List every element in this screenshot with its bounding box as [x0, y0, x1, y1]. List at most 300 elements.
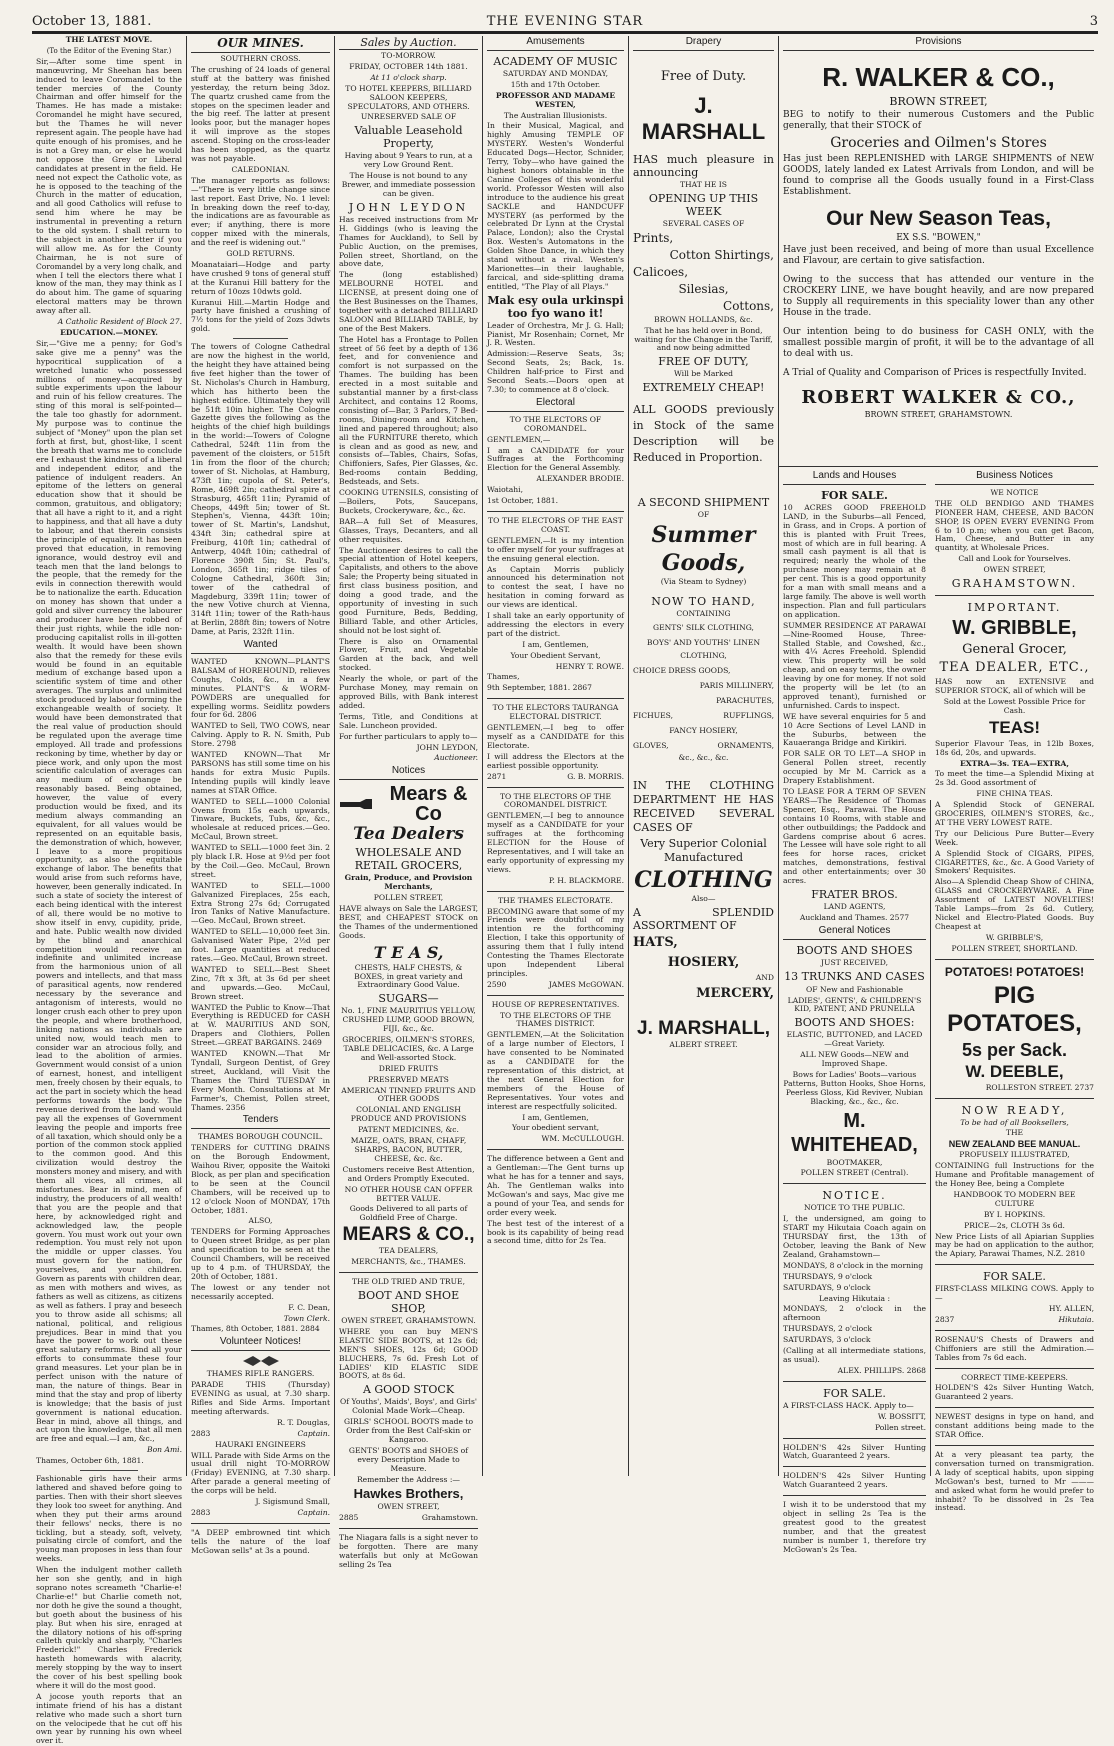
ad-heading: Valuable Leasehold Property,	[354, 124, 463, 151]
ad-heading: PIG POTATOES,	[947, 981, 1082, 1037]
ad-text: THURSDAYS, 2 o'clock	[783, 1324, 873, 1334]
ad-heading: W. GRIBBLE,	[952, 617, 1077, 640]
ad-text: BOYS' AND YOUTHS' LINEN CLOTHING,	[646, 637, 761, 660]
ad-heading: CORRECT TIME-KEEPERS.	[961, 1372, 1068, 1382]
dateline: Thames, October 6th, 1881.	[36, 1456, 144, 1466]
ad-text: TENDERS for CUTTING DRAINS on the Borough Endowment, Waihou River, opposite the Waitoki Block, as per plan and specification to be seen at the Council Chambers, will be received up to 12 o'clock Noon of MONDAY, 17th October, 1881.	[191, 1143, 330, 1215]
ad-heading: ACADEMY OF MUSIC	[493, 54, 618, 68]
ad-text: PATENT MEDICINES, &c.	[358, 1125, 459, 1135]
ad-number: 2883	[191, 1507, 211, 1517]
ad-text: SUMMER RESIDENCE AT PARAWAI—Nine-Roomed House, Three-Stalled Stable, and Cowshed, &c., with 4¼ Acres Freehold. Splendid view. This property will be sold cheap, and on easy terms, the owner leaving by one for money. If not sold the property will be let (to an approved tenant), furnished or unfurnished. Cards to inspect.	[783, 620, 926, 710]
ad-text: PRICE—2s, CLOTH 3s 6d.	[964, 1220, 1065, 1230]
ad-heading: J. MARSHALL	[641, 92, 766, 144]
ad-heading: FOR SALE.	[823, 1386, 886, 1400]
ad-text: BROWN STREET,	[889, 94, 988, 108]
ad-text: New Price Lists of all Apiarian Supplies may be had on application to the author, the Apiary, Parawai Thames, N.Z. 2810	[935, 1231, 1094, 1259]
ad-text: NOW TO HAND,	[651, 595, 756, 609]
ad-text: RUFFLINGS,	[723, 710, 774, 720]
ad-text: HANDBOOK TO MODERN BEE CULTURE	[953, 1189, 1076, 1208]
masthead	[32, 14, 1098, 30]
ad-text: Grain, Produce, and Provision Merchants,	[344, 873, 473, 892]
ad-heading: NOW READY,	[961, 1103, 1068, 1117]
classified-ad: WANTED to SELL—1000 feet 3in. 2 ply black I.R. Hose at 9½d per foot by the Coil.—Geo. McCaul, Brown street.	[191, 843, 330, 879]
ad-text: W. GRIBBLE'S,	[985, 932, 1044, 942]
ad-text: THAT HE IS	[679, 179, 728, 189]
ad-text: CHOICE DRESS GOODS,	[633, 665, 731, 675]
ad-text: Auckland and Thames. 2577	[799, 912, 910, 922]
ad-heading: R. WALKER & CO.,	[822, 61, 1055, 92]
ad-text: HAS now an EXTENSIVE and SUPERIOR STOCK, all of which will be	[935, 677, 1094, 695]
ad-heading: Free of Duty.	[660, 68, 747, 84]
signature: Town Clerk.	[283, 1313, 330, 1323]
ad-text: SATURDAYS, 3 o'clock	[783, 1335, 871, 1345]
ad-text: Try our Delicious Pure Butter—Every Week.	[935, 828, 1094, 847]
ad-text: HOLDEN'S 42s Silver Hunting Watch, Guaranteed 2 years.	[935, 1383, 1094, 1402]
headline: EDUCATION.—MONEY.	[60, 328, 158, 337]
ad-number: 2871	[487, 771, 507, 781]
ad-text: 15th and 17th October.	[510, 79, 601, 89]
ad-text: The lowest or any tender not necessarily accepted.	[191, 1282, 330, 1301]
article-text: The best test of the interest of a book is its capability of being read a second time, ditto for 2s Tea.	[487, 1218, 624, 1246]
ad-text: OWEN STREET, GRAHAMSTOWN.	[341, 1315, 476, 1325]
column-business	[931, 470, 1098, 1513]
ad-text: PARIS MILLINERY,	[699, 680, 774, 690]
classified-ad: WANTED KNOWN.—That Mr Tyndall, Surgeon Dentist, of Grey street, Auckland, will Visit the Thames the Third TUESDAY in Every Month. Consultations at Mr Farmer's, Chemist, Pollen street, Thames. 2356	[191, 1049, 330, 1112]
ad-text: COLONIAL AND ENGLISH PRODUCE AND PROVISIONS	[350, 1105, 467, 1124]
divider	[783, 1466, 926, 1467]
ad-text: I will address the Electors at the earliest possible opportunity.	[487, 751, 624, 770]
subheading: THAMES RIFLE RANGERS.	[206, 1369, 315, 1379]
subheading: TO THE ELECTORS OF THE THAMES DISTRICT.	[499, 1010, 612, 1029]
ad-text: Customers receive Best Attention, and Orders Promptly Executed.	[342, 1164, 475, 1183]
ad-text: Nearly the whole, or part of the Purchase Money, may remain on approved Bills, with Bank interest added.	[339, 674, 478, 710]
pointing-hand-icon	[339, 797, 375, 811]
ad-text: CONTAINING full Instructions for the Humane and Profitable management of the Honey Bee, being a Complete	[935, 1161, 1094, 1188]
ad-text: There is also on Ornamental Flower, Fruit, and Vegetable Garden at the back, and well stocked.	[339, 636, 478, 673]
ad-text: MONDAYS, 8 o'clock in the morning	[783, 1260, 924, 1270]
divider	[935, 1445, 1094, 1446]
ad-heading: FOR SALE.	[983, 1270, 1046, 1284]
ad-heading: A GOOD STOCK	[362, 1383, 455, 1397]
ad-heading: TEA DEALER, ETC.,	[939, 660, 1090, 676]
section-heading: General Notices	[783, 925, 926, 940]
ad-text: I, the undersigned, am going to START my Hikutaia Coach again on THURSDAY first, the 13th of October, leaving the Bank of New Zealand, Grahamstown—	[783, 1214, 926, 1259]
ad-text: GENTLEMEN,—At the Solicitation of a large number of Electors, I have consented to be Nominated as a CANDIDATE for the representation of this district, at the next General Election for members of the House of Representatives. Your votes and interest are respectfully solicited.	[487, 1030, 624, 1111]
ad-text: WE have several enquiries for 5 and 10 Acre Sections of Level LAND in the Suburbs, between the Kauaeranga Bridge and Kirikiri.	[783, 711, 926, 748]
ad-text: POLLEN STREET (Central).	[800, 1168, 909, 1178]
ad-text: Also—	[691, 893, 716, 903]
ad-text: OPENING UP THIS WEEK	[648, 191, 759, 218]
ad-heading: CLOTHING	[634, 866, 773, 893]
ad-text: BECOMING aware that some of my Friends were doubtful of my intention re the forthcoming Election, I take this opportunity of assuring them that I fully intend Contesting the Thames Electorate upon Independent Liberal principles.	[487, 906, 624, 978]
ad-heading: FRATER BROS.	[811, 887, 898, 901]
signature: Auctioneer.	[434, 753, 478, 763]
ad-text: Remember the Address :—	[356, 1474, 461, 1484]
ad-text: A Splendid Stock of GENERAL GROCERIES, OILMEN'S STORES, &c., AT THE VERY LOWEST RATE.	[935, 800, 1094, 827]
ad-text: CHESTS, HALF CHESTS, & BOXES, in great variety and Extraordinary Good Value.	[354, 962, 463, 990]
ad-text: BROWN HOLLANDS, &c.	[654, 314, 753, 324]
subheading: TO HOTEL KEEPERS, BILLIARD SALOON KEEPERS, SPECULATORS, AND OTHERS.	[345, 83, 472, 111]
ad-text: LAND AGENTS,	[823, 901, 886, 911]
ad-text: Prints,	[633, 230, 674, 245]
ad-text: THURSDAYS, 9 o'clock	[783, 1271, 873, 1281]
section-heading: Tenders	[191, 1114, 330, 1129]
ad-text: ORNAMENTS,	[717, 740, 774, 750]
ad-text: Calicoes,	[633, 264, 689, 279]
article-text: The crushing of 24 loads of general stuff at the battery was finished yesterday, the return being 3doz. The quartz crushed came from the stopes on the specimen leader and the big reef. The latter at present looks poor, but the manager hopes it will improve as the stopes ascend. Stoping on the cross-leader has been stopped, as the quartz was not payable.	[191, 64, 330, 163]
ad-text: JUST RECEIVED,	[821, 957, 888, 967]
section-heading: Amusements	[487, 36, 624, 51]
ad-text: POLLEN STREET,	[373, 893, 444, 903]
subheading: TO THE ELECTORS TAURANGA ELECTORAL DISTRICT.	[492, 703, 619, 722]
article-text: The difference between a Gent and a Gentleman:—The Gent turns up what he has for a tenner and says, Ah. The Gentleman walks into McGowan's and says, Mac give me a pound of your Tea, and sends for order every week.	[487, 1154, 624, 1217]
ad-text: Has received instructions from Mr H. Giddings (who is leaving the Thames for Auckland), to Sell by Public Auction, on the premises, Pollen street, Shortland, on the above date,	[339, 214, 478, 269]
article-text: The towers of Cologne Cathedral are now the highest in the world, the height they have attained being five feet higher than the tower of St. Nicholas's Church in Hamburg, which has hitherto been the highest edifice. Ultimately they will be 51ft 10in higher. The Cologne Gazette gives the following as the heights of the chief high buildings in the world:—Towers of Cologne Cathedral, 524ft 11in from the pavement of the cloisters, or 515ft 1in from the floor of the church; tower of St. Nicholas, at Hamburg, 473ft 1in; cupola of St. Peter's, Rome, 469ft 2in; cathedral spire at Strasburg, 465ft 11in; Pyramid of Cheops, 449ft 5in; tower of St. Stephen's, Vienna, 443ft 10in; tower of St. Martin's, Landshut, 434ft 3in; cathedral spire at Freiburg, 410ft 1in; cathedral of Antwerp, 404ft 10in; cathedral of Florence 390ft 5in; St. Paul's, London, 365ft 1in; ridge tiles of Cologne Cathedral, 360ft 3in; tower of the cathedral of Magdeburg, 339ft 11in; tower of the new Votive church at Vienna, 314ft 11in; tower of the Rath-haus at Berlin, 288ft 8in; towers of Notre Dame, at Paris, 232ft 11in.	[191, 342, 330, 637]
ad-text: Owing to the success that has attended our venture in the CROCKERY LINE, we have bought heavily, and are now prepared to Supply all requirements in this speciality lower than any other House in the trade.	[783, 274, 1094, 318]
ad-text: Will be Marked	[673, 369, 734, 379]
ad-text: BROWN STREET, GRAHAMSTOWN.	[864, 409, 1013, 419]
ad-heading: J. MARSHALL,	[637, 1017, 770, 1039]
ad-text: A Trial of Quality and Comparison of Prices is respectfully Invited.	[783, 367, 1087, 378]
ad-text: I shall take an early opportunity of addressing the electors in every part of the district.	[487, 611, 624, 638]
ad-text: Sold at the Lowest Possible Price for Cash.	[943, 696, 1086, 715]
issue-date: October 13, 1881.	[32, 14, 152, 29]
subheading: UNRESERVED SALE OF	[360, 112, 457, 122]
ad-text: In their Musical, Magical, and highly Amusing TEMPLE OF MYSTERY. Westen's Wonderful Educated Dogs—Hector, Schnider, Terry, Toby—who have gained the highest honors obtainable in the Canine Colleges of this wonderful world. Professor Westen will also introduce to the audience his great SACKLE and HANDCUFF MYSTERY (as performed by the celebrated Dr Lynn at the Crystal Palace, London); also the Crystal Box. Westen's Automatons in the Golden Shoe Dance, in which they stand without a rival. Westen's Marionettes—in their laughable, farcical, and side-splitting drama entitled, "The Play of all Plays."	[487, 121, 624, 291]
ad-heading: SUGARS—	[378, 992, 439, 1006]
dateline: Thames,	[487, 672, 520, 682]
signature: JAMES McGOWAN.	[548, 979, 624, 989]
classified-ad: WANTED to SELL—Best Sheet Zinc, 7ft x 3ft, at 3s 6d per sheet and upwards.—Geo. McCaul, Brown street.	[191, 964, 330, 1001]
divider	[783, 1495, 926, 1496]
ad-text: THE	[1005, 1128, 1024, 1138]
ad-text: POLLEN STREET, SHORTLAND.	[951, 943, 1078, 953]
ad-text: MERCHANTS, &c., THAMES.	[351, 1257, 466, 1267]
ad-text: A SPLENDID ASSORTMENT OF	[633, 905, 774, 932]
divider	[935, 595, 1094, 596]
ad-text: ROLLESTON STREET. 2737	[985, 1082, 1094, 1092]
divider	[783, 1381, 926, 1382]
ad-heading: BOOTS AND SHOES	[796, 943, 913, 957]
signature: Captain.	[297, 1507, 330, 1517]
ad-number: 2883	[191, 1428, 211, 1438]
section-heading: Drapery	[633, 36, 774, 51]
ad-heading: W. DEEBLE,	[965, 1061, 1064, 1081]
newspaper-title: THE EVENING STAR	[486, 14, 644, 29]
ad-text: TENDERS for Forming Approaches to Queen street Bridge, as per plan and specification to be seen at the Council Chambers, will be received up to 4 p.m. of THURSDAY, the 20th of October, 1881.	[191, 1227, 330, 1281]
ad-text: SATURDAY AND MONDAY,	[502, 68, 609, 78]
ad-heading: 13 TRUNKS AND CASES	[784, 969, 925, 983]
ad-heading: Hawkes Brothers,	[353, 1486, 464, 1502]
section-provisions	[779, 36, 1098, 466]
ad-text: The (long established) MELBOURNE HOTEL and LICENSE, at present doing one of the Best Businesses on the Thames, together with a detached BILLIARD SALOON and BILLIARD TABLE, by one of the Best Makers.	[339, 270, 478, 333]
ad-text: Grahamstown.	[421, 1513, 478, 1523]
article-text: Fashionable girls have their arms lathered and shaved before going to parties. Then with their short sleeves they look too sweet for anything. And when they put their arms around their fellows' necks, there is no tickling, but a steady, soft, velvety, pulsating circle of comfort, and the young man proposes in less than four weeks.	[36, 1474, 182, 1564]
ad-text: EX S.S. "BOWEN,"	[896, 232, 981, 243]
ad-text: A Splendid Stock of CIGARS, PIPES, CIGARETTES, &c., &c. A Good Variety of Smokers' Requisites.	[935, 848, 1094, 876]
classified-ad: WANTED KNOWN—That Mr PARSONS has still some time on his hands for extra Music Pupils. Intending pupils will kindly leave names at STAR Office.	[191, 750, 330, 795]
ad-number: 2590	[487, 979, 507, 989]
dateline: Waiotahi,	[487, 485, 523, 495]
signature: HENRY T. ROWE.	[555, 661, 624, 671]
ad-heading: MEARS & CO.,	[342, 1224, 475, 1246]
ad-text: GENTLEMEN,—	[487, 434, 551, 444]
ad-text: Have just been received, and being of more than usual Excellence and Flavour, are certain to give satisfaction.	[783, 244, 1094, 266]
ad-text: EXTRA—3s. TEA—EXTRA,	[959, 758, 1070, 768]
ad-text: To be had of all Booksellers,	[960, 1117, 1069, 1127]
section-heading: Sales by Auction.	[339, 36, 478, 50]
ad-heading: POTATOES! POTATOES!	[944, 964, 1085, 979]
subheading: SOUTHERN CROSS.	[220, 54, 301, 63]
ad-text: SEVERAL CASES OF	[662, 218, 745, 228]
ad-text: Cottons,	[723, 298, 774, 313]
byline: (To the Editor of the Evening Star.)	[46, 46, 172, 55]
classified-ad: WANTED the Public to Know—That Everything is REDUCED for CASH at W. MAURITIUS AND SON, Drapers and Clothiers, Pollen Street.—GREAT BARGAINS. 2469	[191, 1002, 330, 1048]
ad-text: ALBERT STREET.	[669, 1039, 738, 1049]
ad-text: GIRLS' SCHOOL BOOTS made to Order from the Best Calf-skin or Kangaroo.	[343, 1417, 474, 1444]
ad-text: EXTREMELY CHEAP!	[642, 381, 765, 395]
column-lands-general	[779, 470, 930, 1554]
subheading: THAMES BOROUGH COUNCIL.	[198, 1132, 323, 1142]
ad-text: Admission:—Reserve Seats, 3s; Second Seats, 2s; Back, 1s. Children half-price to First and Second Seats.—Doors open at 7.30; to commence at 8 o'clock.	[487, 349, 624, 394]
signature: HY. ALLEN,	[1048, 1304, 1094, 1314]
classified-ad: WANTED to SELL—10,000 feet 3in. Galvanised Water Pipe, 2½d per foot. Large quantities at reduced rates.—Geo. McCaul, Brown street.	[191, 927, 330, 963]
column-electoral	[483, 36, 628, 1476]
ad-text: BAR—A full Set of Measures, Glasses, Trays, Decanters, and all other requisites.	[339, 516, 478, 544]
ad-text: The Hotel has a Frontage to Pollen street of 56 feet by a depth of 136 feet, and for convenience and comfort is not surpassed on the Thames. The building has been erected in a most suitable and substantial manner by a first-class Architect, and contains 12 Rooms, consisting of—Bar, 3 Parlors, 7 Bed-rooms, Dining-room and Kitchen, lined and papered throughout; also all the FURNITURE thereto, which is clean and as good as new, and consists of—Tables, Chairs, Sofas, Chiffoniers, Safes, Pier Glasses, &c. Bed-rooms contain Bedding, Bedsteads, and Sets.	[339, 334, 478, 487]
ad-text: AND	[755, 972, 774, 982]
signature: F. C. Dean,	[288, 1302, 330, 1312]
signature: G. B. MORRIS.	[567, 771, 624, 781]
ad-text: FOR SALE OR TO LET—A SHOP in General Pollen street, recently occupied by Mr M. Carrick as a Drapery Establishment.	[783, 749, 926, 786]
ad-heading: ROBERT WALKER & CO.,	[801, 386, 1076, 408]
divider	[935, 959, 1094, 960]
ad-text: Has just been REPLENISHED with LARGE SHIPMENTS of NEW GOODS, lately landed ex Latest Arrivals from London, and will be found to comprise all the Goods usually found in a First-Class Establishment.	[783, 153, 1094, 197]
ad-heading: JOHN LEYDON	[348, 200, 469, 214]
ad-text: WE NOTICE	[990, 487, 1039, 497]
subheading: TO THE ELECTORS OF THE EAST COAST.	[488, 515, 623, 534]
ad-text: FICHUES,	[633, 710, 673, 720]
article-text: The Niagara falls is a sight never to be forgotten. There are many waterfalls but only at McGowan selling 2s Tea	[339, 1533, 478, 1569]
ad-text: FIRST-CLASS MILKING COWS. Apply to—	[935, 1284, 1094, 1303]
divider	[487, 1149, 624, 1150]
divider	[487, 787, 624, 788]
ad-text: MERCERY,	[696, 985, 774, 1001]
ad-text: FREE OF DUTY,	[658, 355, 749, 369]
section-heading: Wanted	[191, 639, 330, 654]
ad-heading: Groceries and Oilmen's Stores	[830, 134, 1047, 151]
ad-text: THE OLD TRIED AND TRUE,	[351, 1277, 465, 1287]
subheading: FRIDAY, OCTOBER 14th 1881.	[349, 61, 468, 71]
column-letters	[32, 35, 186, 1746]
ad-text: GENTLEMEN,—I beg to announce myself as a CANDIDATE for your suffrages at the forthcoming ELECTION for the House of Representatives, and I will take an early opportunity of expressing my views.	[487, 811, 624, 874]
ad-text: GENTS' SILK CLOTHING,	[653, 622, 754, 632]
ad-text: PARACHUTES,	[716, 695, 774, 705]
ad-text: (Calling at all intermediate stations, as usual).	[783, 1346, 926, 1364]
ad-heading: NEW ZEALAND BEE MANUAL.	[948, 1139, 1081, 1150]
classified-ad: WANTED to Sell, TWO COWS, near Calving. Apply to R. N. Smith, Pub Store. 2798	[191, 721, 330, 749]
divider	[935, 1368, 1094, 1369]
article-text: A jocose youth reports that an intimate friend of his has a distant relative who made such a short turn on the velocipede that he cut off his own year by running his own wheel over it.	[36, 1691, 182, 1746]
ad-text: ALSO,	[248, 1216, 273, 1226]
ad-text: AMERICAN TINNED FRUITS AND OTHER GOODS	[341, 1085, 476, 1104]
ad-heading: IMPORTANT.	[967, 601, 1062, 615]
ad-text: HOLDEN'S 42s Silver Hunting Watch, Guaranteed 2 years.	[783, 1442, 926, 1461]
ad-text: PARADE THIS (Thursday) EVENING as usual, at 7.30 sharp. Rifles and Side Arms. Important meeting afterwards.	[191, 1380, 330, 1416]
subheading: TO THE ELECTORS OF THE COROMANDEL DISTRICT.	[499, 791, 612, 810]
ad-text: GLOVES,	[633, 740, 669, 750]
column-auction	[335, 36, 482, 1569]
ad-text: Goods Delivered to all parts of Goldfield Free of Charge.	[349, 1204, 468, 1223]
dateline: 1st October, 1881.	[487, 496, 559, 506]
article-text: Sir,—After some time spent in manœuvring, Mr Sheehan has been induced to leave Coromandel to the tender mercies of the County Chairman and offer himself for the Thames. He has made a mistake: Coromandel he might have secured, but the Thames he will never represent again. The people have had quite enough of his promises, and he is not a Grey man, or else he would not oppose the Grey or Liberal candidates at present in the field. He need not expect the Catholic vote, as he is opposed to the teaching of the Church in the matter of education, and all good Catholics will refuse to send him where he may be instrumental in preventing a return to the old system. I shall return to the subject in another letter if you will allow me. As for the County Chairman, he is not sure of Coromandel by a very long chalk, and when I tell the electors there what I know of the man, they may think as I do about him. The game of squaring electoral matters may be thrown away after all.	[36, 56, 182, 316]
divider	[935, 1098, 1094, 1099]
divider	[487, 511, 624, 512]
article-text: Kuranui Hill.—Martin Hodge and party have finished a crushing of 7½ tons for the yield of 2ozs 3dwts gold.	[191, 297, 330, 334]
divider	[339, 1272, 478, 1273]
ad-text: HAS much pleasure in announcing	[633, 152, 774, 179]
ad-heading: Mak esy oula urkinspi too fyo wano it!	[487, 293, 624, 320]
ad-text: That he has held over in Bond, waiting for the Change in the Tariff, and now being admitted	[634, 325, 773, 353]
section-heading: Lands and Houses	[783, 470, 926, 485]
article-text: Sir,—"Give me a penny; for God's sake give me a penny" was the hypocritical supplication of a wretched lunatic who possessed millions of money—acquired by subtle experiments upon the labour and ruin of his fellow creatures. The sting of this moral is self-pointed—the tale too ghastly for adornment. My purpose was to continue the subject of "Money" upon the plan set forth at first, but, ghost-like, I scent the breath that warns me to conclude ere I exhaust the kindness of a liberal and independent editor, and the patience of indulgent readers. An epitome of the letters on general education show that it should be common, gratuitous, and obligatory; that all have a right to it, and a right to happiness, and that all have a duty to labour, and that therein consists the principle of equality. It has been proved that education, in removing ignorance, would destroy evil and teach men that the land belongs to the people, that the remedy for the evils in connection therewith would be to nationalize the earth. Education on money has shown that under a gold and silver currency the labourer and producer have been robbed of their just rights, while the idle non-producing capitalist rolls in ill-gotten wealth. It would have been shown also that the remedy for these evils would be found in an equitable medium of exchange based upon a scientific system of time and other averages. The surplus and unlimited stock produced by labour forming the exchangeable wealth of society. It would have been demonstrated that the real value of production should be regulated upon the average time employed. All trade and professions reckoning by time, whether by day or piece work, and only upon the most scientific calculation of averages can any medium of exchange be reasonably based. Being obtained, however, the value of every production would be fixed, and its medium always commanding an equivalent, for all values would be represented on an equitable basis, the demonstration of which, however, I leave to a more propitious opportunity, as also the equitable exchange of labor. The benefits that would arise from such reforms have, however, been generally indicated. In such a state of society the interest of each being identical with the interest of all, there would be no motive to show itself in envy, cupidity, pride, and hate. Public wealth now divided by the blind and anarchical competition would receive an indefinite and unlimited increase from the harmonious union of all powers and intellects, and that mass of parasitical agents, now rendered necessary by the severance and antagonism of interests, would no longer crush each other to prey upon the people, and where brotherhood, linking nations as individuals are united now, would teach men to consider war an atrocious folly, and lead to the abolition of armies. Government would consist of a union of earnest, honest, and intelligent men, freely chosen by their equals, to act the part in society which the head performs towards the body. The revenue derived from the land would pay all the expenses of Government leaving the people and imports free of all taxation, which should only be a portion of the common stock applied to the common good. And this civilization would destroy the monsters money and misery, and with them all vices, all crimes, all misfortunes. Bear in mind, men of industry, the producers of all wealth! that you are the people and that here, by acknowledged right and acknowledged law, the people govern. You must work out your own redemption. You must rely not upon the middle or upper classes. You must govern for the nation, for yourselves, and your children. Govern as parents with children dear, as men with mothers and wives, as fathers as well as citizens, as citizens as well as fathers. I pray and beseech you to throw aside all schisms; all national, political, and religious prejudices. Bear in mind that you have the power to work out these great salutary reforms. Bind all your efforts to consummate these four grand measures. Let your plan be in perfect unison with the nature of man, the nature of things. Bear in mind that the stay and prop of liberty is knowledge; that the basis of just government is national education. Bear in mind, above all things, and act upon the knowledge, that all men are free and equal.—I am, &c.,	[36, 338, 182, 1444]
page-number: 3	[1089, 14, 1098, 29]
ad-text: ROSENAU'S Chests of Drawers and Chiffoniers are still the Admiration.—Tables from 7s 6d each.	[935, 1334, 1094, 1362]
ad-text: No. 1, FINE MAURITIUS YELLOW, CRUSHED LUMP, GOOD BROWN, FIJI, &c., &c.	[341, 1006, 476, 1034]
ad-text: Cotton Shirtings,	[669, 247, 774, 262]
ad-heading: BOOTS AND SHOES:	[794, 1016, 915, 1030]
dateline: Thames, 8th October, 1881. 2884	[191, 1324, 320, 1334]
ad-text: HOLDEN'S 42s Silver Hunting Watch Guaranteed 2 years.	[783, 1471, 926, 1490]
ad-text: THE OLD BENDIGO AND THAMES PIONEER HAM, CHEESE, AND BACON SHOP, IS OPEN EVERY EVENING From 6 to 10 p.m; when you can get Bacon, Ham, Cheese, and Butter in any quantity, at Wholesale Prices.	[935, 498, 1094, 553]
signature: WM. McCULLOUGH.	[541, 1134, 624, 1144]
column-drapery	[629, 36, 778, 1476]
ad-text: (Via Steam to Sydney)	[660, 577, 747, 587]
signature: JOHN LEYDON,	[416, 742, 478, 752]
ad-text: GENTS' BOOTS and SHOES of every Description Made to Measure.	[348, 1445, 469, 1473]
article-text: At a very pleasant tea party, the conversation turned on transmigration. A lady of sceptical habits, upon sipping McGowan's best, turned to Mr ——— and asked what form he would prefer to inhabit? To be dissolved in 2s Tea instead.	[935, 1450, 1094, 1513]
ad-heading: Tea Dealers	[353, 824, 464, 845]
ad-text: Terms, Title, and Conditions at Sale. Luncheon provided.	[339, 711, 478, 730]
divider	[779, 466, 1098, 467]
divider	[339, 1528, 478, 1529]
ad-text: HATS,	[633, 934, 678, 950]
ad-text: ELASTIC, BUTTONED, and LACED—Great Variety.	[786, 1030, 923, 1049]
ad-text: To meet the time—a Splendid Mixing at 2s 3d. Good assortment of	[935, 769, 1094, 788]
ad-heading: NOTICE.	[822, 1189, 887, 1203]
subheading: THE THAMES ELECTORATE.	[498, 895, 613, 905]
ad-text: Having about 9 Years to run, at a very Low Ground Rent.	[344, 151, 473, 170]
ad-text: NEWEST designs in type on hand, and constant additions being made to the STAR Office.	[935, 1412, 1094, 1440]
ad-text: OWEN STREET,	[983, 565, 1046, 575]
ad-text: LADIES', GENTS', & CHILDREN'S KID, PATENT, AND PRUNELLA	[787, 995, 922, 1014]
ad-text: GENTLEMEN,—I beg to offer myself as a CANDIDATE for this Electorate.	[487, 723, 624, 750]
headline: THE LATEST MOVE.	[65, 35, 153, 44]
ad-text: SATURDAYS, 9 o'clock	[783, 1282, 871, 1292]
ad-text: BEG to notify to their numerous Customers and the Public generally, that their STOCK of	[783, 109, 1094, 131]
ad-text: I am a CANDIDATE for your Suffrages at the Forthcoming Election for the General Assembly.	[487, 445, 624, 473]
ad-text: DRIED FRUITS	[378, 1063, 439, 1073]
ad-heading: M. WHITEHEAD,	[791, 1109, 918, 1156]
signature: Captain.	[297, 1428, 330, 1438]
classified-ad: WANTED to SELL—1000 Colonial Ovens from 15s each upwards, Tinware, Buckets, Tubs, &c, &c., wholesale at reduced prices.—Geo. McCaul, Brown street.	[191, 796, 330, 842]
ad-text: OF	[697, 510, 710, 520]
ad-text: Our intention being to do business for CASH ONLY, with the smallest possible margin of profit, it will be to the advantage of all to deal with us.	[783, 326, 1094, 359]
divider	[487, 891, 624, 892]
ad-text: BOOTMAKER,	[826, 1157, 883, 1167]
ad-text: GROCERIES, OILMEN'S STORES, TABLE DELICACIES, &c. A Large and Well-assorted Stock.	[342, 1035, 475, 1062]
ad-text: Hikutaia.	[1058, 1314, 1094, 1324]
ad-number: 2885	[339, 1513, 359, 1523]
ad-text: Very Superior Colonial Manufactured	[640, 836, 767, 864]
ad-heading: PROFESSOR AND MADAME WESTEN,	[495, 90, 616, 109]
ad-heading: 5s per Sack.	[961, 1039, 1068, 1060]
ad-text: I am, Gentlemen,	[522, 639, 589, 649]
ad-text: At 11 o'clock sharp.	[370, 72, 447, 82]
ad-heading: TEAS!	[989, 717, 1040, 737]
subheading: TO-MORROW.	[381, 51, 436, 60]
ad-text: The House is not bound to any Brewer, and immediate possession can be given.	[341, 171, 476, 198]
signature: ALEX. PHILLIPS. 2868	[837, 1365, 926, 1375]
section-heading: Notices	[339, 765, 478, 780]
section-heading: OUR MINES.	[191, 36, 330, 53]
divider	[783, 1183, 926, 1184]
ad-text: As Captain Morris publicly announced his determination not to contest the seat, I have no hesitation in coming forward as our views are identical.	[487, 564, 624, 610]
ad-text: A SECOND SHIPMENT	[637, 496, 770, 510]
ad-text: &c., &c., &c.	[678, 752, 729, 762]
subheading: CALEDONIAN.	[231, 164, 290, 174]
ad-text: NOTICE TO THE PUBLIC.	[803, 1203, 905, 1213]
ad-heading: T E A S,	[373, 942, 444, 962]
ad-text: Of Youths', Maids', Boys', and Girls' Colonial Made Work—Cheap.	[340, 1397, 477, 1416]
ad-heading: FOR SALE.	[821, 488, 888, 502]
ad-text: PROFUSELY ILLUSTRATED,	[959, 1150, 1070, 1160]
ad-text: GENTLEMEN,—It is my intention to offer myself for your suffrages at the ensuing general election.	[487, 535, 624, 563]
ad-text: WILL Parade with Side Arms on the usual drill night TO-MORROW (Friday) EVENING, at 7.30 sharp. After parade a general meeting of the corps will be held.	[191, 1450, 330, 1496]
classified-ad: WANTED to SELL—1000 Galvanized Fireplaces, 25s each, Extra Strong 27s 6d; Corrugated Iron Tanks of Native Manufacture.—Geo. McCaul, Brown street.	[191, 880, 330, 926]
ad-text: WHOLESALE AND RETAIL GROCERS,	[354, 846, 463, 873]
signature: R. T. Douglas,	[277, 1417, 330, 1427]
signature: J. Sigismund Small,	[255, 1497, 330, 1507]
ad-heading: Our New Season Teas,	[826, 206, 1051, 230]
ad-text: TO LEASE FOR A TERM OF SEVEN YEARS—The Residence of Thomas Spencer, Esq., Parawai. The House contains 10 Rooms, with stable and other outbuildings; the Paddock and Gardens comprise about 6 acres. The Lessee will have sole right to all fees for horse races, cricket matches, demonstrations, festival and other entertainments; over 30 acres.	[783, 787, 926, 886]
dateline: 9th September, 1881. 2867	[487, 683, 592, 693]
ad-text: OWEN STREET,	[377, 1502, 440, 1512]
ad-text: HOSIERY,	[667, 954, 740, 970]
ad-text: Your obedient servant,	[511, 1123, 600, 1133]
subheading: HAURAKI ENGINEERS	[215, 1439, 306, 1449]
ad-text: NO OTHER HOUSE CAN OFFER BETTER VALUE.	[344, 1184, 473, 1203]
divider	[233, 338, 289, 339]
ad-text: Your Obedient Servant,	[510, 650, 601, 660]
subheading: HOUSE OF REPRESENTATIVES.	[491, 999, 620, 1009]
column-mines	[187, 36, 334, 1555]
ad-text: For further particulars to apply to—	[339, 731, 478, 741]
ad-heading: BOOT AND SHOE SHOP,	[357, 1288, 460, 1315]
signature: A Catholic Resident of Block 27.	[57, 317, 182, 327]
ad-text: CONTAINING	[676, 609, 731, 619]
subheading: TO THE ELECTORS OF COROMANDEL.	[509, 414, 602, 433]
ad-text: OF New and Fashionable	[806, 984, 903, 994]
ad-text: Superior Flavour Teas, in 12lb Boxes, 18s 6d, 20s, and upwards.	[935, 738, 1094, 757]
ad-text: PRESERVED MEATS	[368, 1074, 449, 1084]
ad-text: The Auctioneer desires to call the special attention of Hotel keepers, Capitalists, and others to the above Sale; the Property being situated in first class business position, and doing a good trade, and the opportunity of investing in such good Furniture, Beds, Bedding, Billiard Table, and other Articles, should not be lost sight of.	[339, 545, 478, 635]
ad-text: A FIRST-CLASS HACK. Apply to—	[783, 1400, 914, 1410]
ad-text: HAVE always on Sale the LARGEST, BEST, and CHEAPEST STOCK on the Thames of the undermentioned Goods.	[339, 903, 478, 940]
ad-text: ALL GOODS previously in Stock of the same Description will be Reduced in Proportion.	[633, 403, 774, 465]
divider	[935, 1407, 1094, 1408]
divider	[80, 1470, 138, 1471]
